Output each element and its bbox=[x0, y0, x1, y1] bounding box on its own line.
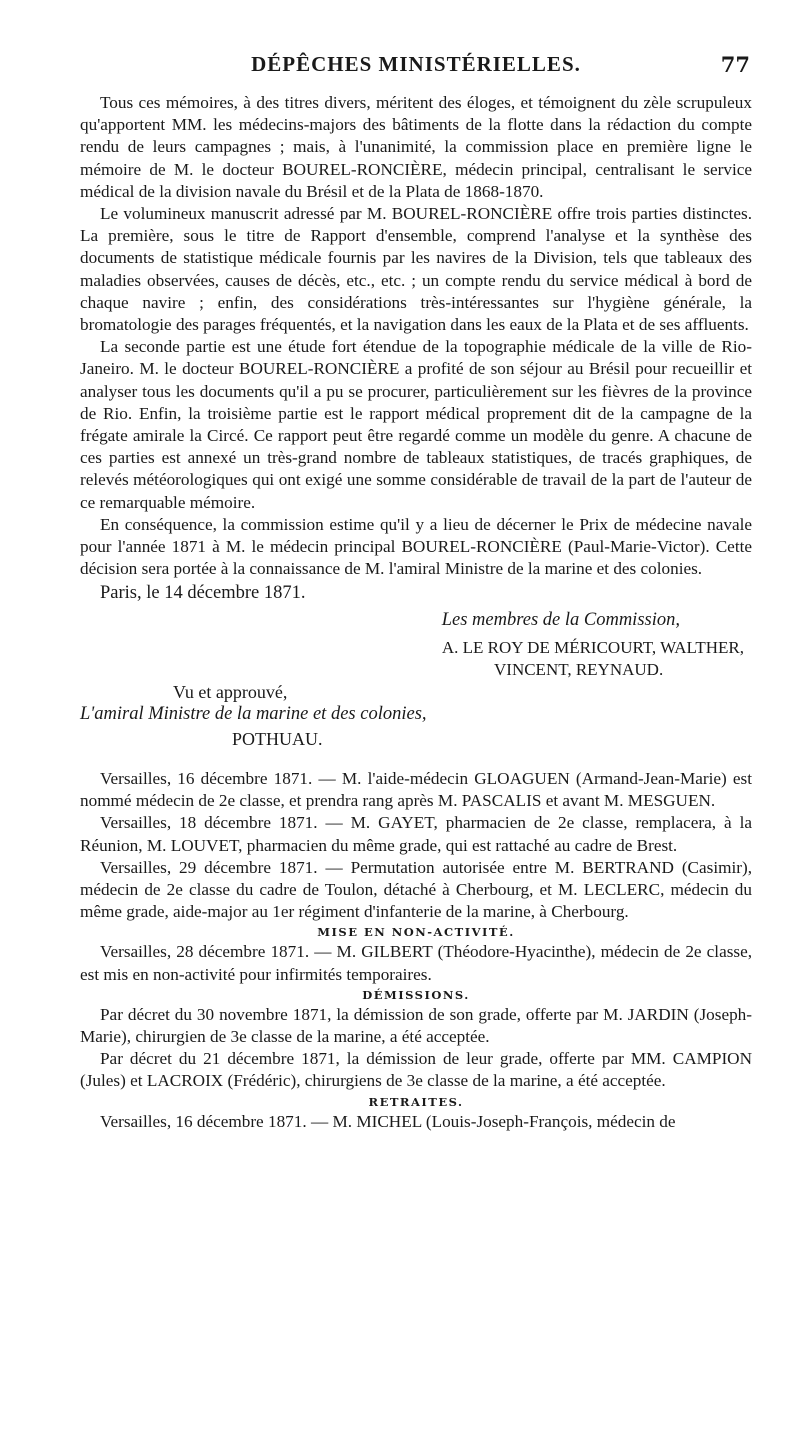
header-title: DÉPÊCHES MINISTÉRIELLES. bbox=[251, 52, 581, 76]
report-body bbox=[80, 92, 752, 580]
signature-block bbox=[80, 582, 752, 749]
paragraph: La seconde partie est une étude fort étendue de la topographie médicale de la ville de Rio-Janeiro. M. le docteur BOUREL-RONCIÈRE a profité de son séjour au Brésil pour recueillir et analyser tous les documents qu'il a pu se procurer, particulièrement sur les fièvres de la province de Rio. Enfin, la troisième partie est le rapport médical proprement dit de la campagne de la frégate amirale la Circé. Ce rapport peut être regardé comme un modèle du genre. A chacune de ces parties est annexé un très-grand nombre de tableaux statistiques, de tracés graphiques, de relevés météorologiques qui ont exigé une somme considérable de travail de la part de l'auteur de ce remarquable mémoire. bbox=[80, 337, 752, 512]
nomination-entry: Versailles, 18 décembre 1871. — M. GAYET, pharmacien de 2e classe, remplacera, à la Réunion, M. LOUVET, pharmacien du même grade, qui est rattaché au cadre de Brest. bbox=[80, 813, 752, 855]
retraites-section bbox=[80, 1111, 752, 1133]
commission-names-line-1: A. LE ROY DE MÉRICOURT, WALTHER, bbox=[441, 637, 744, 657]
nomination-entry: Versailles, 16 décembre 1871. — M. l'aide-médecin GLOAGUEN (Armand-Jean-Marie) est nommé médecin de 2e classe, et prendra rang après M. PASCALIS et avant M. MESGUEN. bbox=[80, 768, 752, 811]
page-number: 77 bbox=[720, 52, 750, 77]
section-heading-demissions: DÉMISSIONS. bbox=[362, 987, 470, 1002]
commission-members-title: Les membres de la Commission, bbox=[441, 609, 680, 630]
section-heading-retraites: RETRAITES. bbox=[368, 1094, 464, 1109]
section-heading-non-activite: MISE EN NON-ACTIVITÉ. bbox=[317, 925, 515, 940]
non-activite-entry: Versailles, 28 décembre 1871. — M. GILBERT (Théodore-Hyacinthe), médecin de 2e classe, est mis en non-activité pour infirmités temporaires. bbox=[80, 942, 752, 984]
minister-name: POTHUAU. bbox=[232, 728, 323, 749]
signature-date: Paris, le 14 décembre 1871. bbox=[100, 583, 306, 604]
minister-title: L'amiral Ministre de la marine et des colonies, bbox=[80, 704, 427, 725]
paragraph: En conséquence, la commission estime qu'il y a lieu de décerner le Prix de médecine navale pour l'année 1871 à M. le médecin principal BOUREL-RONCIÈRE (Paul-Marie-Victor). Cette décision sera portée à la connaissance de M. l'amiral Ministre de la marine et des colonies. bbox=[80, 514, 752, 579]
demission-entry: Par décret du 21 décembre 1871, la démission de leur grade, offerte par MM. CAMPION (Jules) et LACROIX (Frédéric), chirurgiens de 3e classe de la marine, a été acceptée. bbox=[80, 1049, 752, 1091]
nominations-section bbox=[80, 768, 752, 923]
demissions-section bbox=[80, 1004, 752, 1093]
commission-names-line-2: VINCENT, REYNAUD. bbox=[494, 660, 664, 680]
retraite-entry: Versailles, 16 décembre 1871. — M. MICHEL (Louis-Joseph-François, médecin de bbox=[100, 1111, 676, 1131]
demission-entry: Par décret du 30 novembre 1871, la démission de son grade, offerte par M. JARDIN (Joseph-Marie), chirurgien de 3e classe de la marine, a été acceptée. bbox=[80, 1004, 752, 1046]
running-header bbox=[80, 52, 752, 92]
nomination-entry: Versailles, 29 décembre 1871. — Permutation autorisée entre M. BERTRAND (Casimir), médecin de 2e classe du cadre de Toulon, détaché à Cherbourg, et M. LECLERC, médecin du même grade, aide-major au 1er régiment d'infanterie de la marine, à Cherbourg. bbox=[80, 857, 752, 922]
paragraph: Le volumineux manuscrit adressé par M. BOUREL-RONCIÈRE offre trois parties distinctes. La première, sous le titre de Rapport d'ensemble, comprend l'analyse et la synthèse des documents de statistique médicale fournis par les navires de la Division, tels que tableaux des maladies observées, causes de décès, etc., etc. ; un compte rendu du service médical à bord de chaque navire ; enfin, des considérations très-intéressantes sur l'hygiène générale, la bromatologie des parages fréquentés, et la navigation dans les eaux de la Plata et de ses affluents. bbox=[80, 204, 752, 335]
non-activite-section bbox=[80, 941, 752, 985]
paragraph: Tous ces mémoires, à des titres divers, méritent des éloges, et témoignent du zèle scrupuleux qu'apportent MM. les médecins-majors des bâtiments de la flotte dans la rédaction du compte rendu de leurs campagnes ; mais, à l'unanimité, la commission place en première ligne le mémoire de M. le docteur BOUREL-RONCIÈRE, médecin principal, centralisant le service médical de la division navale du Brésil et de la Plata de 1868-1870. bbox=[80, 93, 752, 201]
approval-line: Vu et approuvé, bbox=[173, 682, 288, 703]
